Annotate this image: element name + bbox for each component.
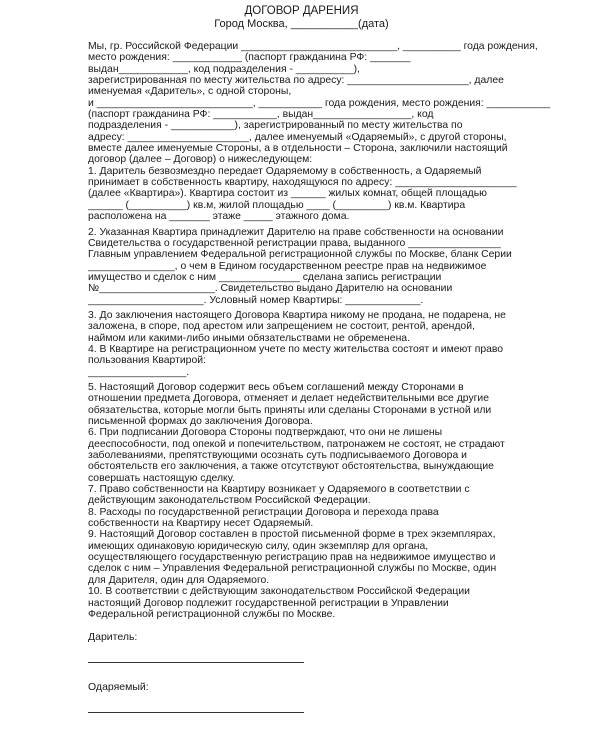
text-line: подразделения - ___________), зарегистрированный по месту жительства по bbox=[88, 120, 463, 132]
document-title: ДОГОВОР ДАРЕНИЯ bbox=[244, 5, 359, 17]
text-line: №____________________. Свидетельство выдано Дарителю на основании bbox=[88, 283, 453, 295]
text-line: (далее «Квартира»). Квартира состоит из ______ жилых комнат, общей площадью bbox=[88, 188, 487, 200]
text-line: настоящий Договор подлежит государственной регистрации в Управлении bbox=[88, 597, 449, 609]
text-line: вместе далее именуемые Стороны, а в отдельности – Сторона, заключили настоящий bbox=[88, 143, 508, 155]
text-line: ____________________. Условный номер Квартиры: _____________. bbox=[88, 294, 424, 306]
text-line: обстоятельств его заключения, а также отсутствуют обстоятельства, вынуждающие bbox=[88, 461, 494, 473]
text-line: заложена, в споре, под арестом или запрещением не состоит, рентой, арендой, bbox=[88, 321, 475, 333]
text-line: адресу: _____________________, далее именуемый «Одаряемый», с другой стороны, bbox=[88, 131, 507, 143]
text-line: 5. Настоящий Договор содержит весь объем соглашений между Сторонами в bbox=[88, 381, 464, 393]
text-line: собственности на Квартиру несет Одаряемый. bbox=[88, 518, 314, 530]
text-line: именуемая «Даритель», с одной стороны, bbox=[88, 86, 292, 98]
text-line: принимает в собственность квартиру, находящуюся по адресу: _____________________ bbox=[88, 177, 517, 189]
text-line: заболеваниями, препятствующими осознать суть подписываемого Договора и bbox=[88, 450, 467, 462]
text-line: имеющих одинаковую юридическую силу, один экземпляр для органа, bbox=[88, 540, 429, 552]
text-line: место рождения: ____________ (паспорт гражданина РФ: _______ bbox=[88, 52, 411, 64]
text-line: расположена на _______ этаже _____ этажного дома. bbox=[88, 211, 350, 223]
text-line: _______________, о чем в Едином государственном реестре прав на недвижимое bbox=[88, 260, 487, 272]
text-line: имущество и сделок с ним ______________ сделана запись регистрации bbox=[88, 271, 442, 283]
donee-signature-line bbox=[88, 712, 304, 713]
text-line: (паспорт гражданина РФ: ___________, выдан_________________, код bbox=[88, 109, 434, 121]
text-line: _________________. bbox=[88, 366, 190, 378]
text-line: действующим законодательством Российской Федерации. bbox=[88, 495, 371, 507]
city-date-line: Город Москва, ___________(дата) bbox=[214, 18, 389, 30]
text-line: обязательства, которые могли быть приняты или сделаны Сторонами в устной или bbox=[88, 404, 492, 416]
text-line: 3. До заключения настоящего Договора Квартира никому не продана, не подарена, не bbox=[88, 309, 506, 321]
text-line: 2. Указанная Квартира принадлежит Дарителю на праве собственности на основании bbox=[88, 226, 504, 238]
donor-signature-block bbox=[88, 631, 318, 663]
text-line: договор (далее – Договор) о нижеследующем: bbox=[88, 154, 313, 166]
text-line: наймом или какими-либо иными обязательствами не обременена. bbox=[88, 332, 410, 344]
text-line: 6. При подписании Договора Стороны подтверждают, что они не лишены bbox=[88, 427, 443, 439]
text-line: выдан____________, код подразделения - __________), bbox=[88, 63, 360, 75]
contract-body bbox=[88, 41, 598, 620]
text-line: 7. Право собственности на Квартиру возникает у Одаряемого в соответствии с bbox=[88, 484, 470, 496]
text-line: 1. Даритель безвозмездно передает Одаряемому в собственность, а Одаряемый bbox=[88, 165, 482, 177]
text-line: 10. В соответствии с действующим законодательством Российской Федерации bbox=[88, 586, 470, 598]
text-line: осуществляющего государственную регистрацию прав на недвижимое имущество и bbox=[88, 552, 496, 564]
text-line: Федеральной регистрационной службы по Москве. bbox=[88, 608, 336, 620]
text-line: сделок с ним – Управления Федеральной регистрационной службы по Москве, один bbox=[88, 563, 497, 575]
text-line: отношении предмета Договора, отменяет и делает недействительными все другие bbox=[88, 393, 490, 405]
text-line: 4. В Квартире на регистрационном учете по месту жительства состоят и имеют право bbox=[88, 343, 504, 355]
text-line: 8. Расходы по государственной регистрации Договора и перехода права bbox=[88, 506, 439, 518]
text-line: Мы, гр. Российской Федерации ___________________________, __________ года рождения, bbox=[88, 41, 538, 52]
donee-signature-block bbox=[88, 681, 318, 713]
text-line: 9. Настоящий Договор составлен в простой письменной форме в трех экземплярах, bbox=[88, 529, 496, 541]
donor-label: Даритель: bbox=[88, 631, 138, 643]
text-line: Главным управлением Федеральной регистрационной службы по Москве, бланк Серии bbox=[88, 249, 512, 261]
text-line: для Дарителя, один для Одаряемого. bbox=[88, 574, 270, 586]
text-line: письменной формах до заключения Договора. bbox=[88, 416, 313, 427]
text-line: зарегистрированная по месту жительства по адресу: _____________________, далее bbox=[88, 75, 504, 87]
text-line: пользования Квартирой: bbox=[88, 355, 206, 367]
donor-signature-line bbox=[88, 662, 304, 663]
text-line: совершать настоящую сделку. bbox=[88, 472, 235, 484]
text-line: и ___________________________, ___________ года рождения, место рождения: ___________ bbox=[88, 97, 551, 109]
text-line: дееспособности, под опекой и попечительством, патронажем не состоят, не страдают bbox=[88, 438, 505, 450]
text-line: ______ (__________) кв.м, жилой площадью ____ (_________) кв.м. Квартира bbox=[88, 199, 466, 211]
text-line: Свидетельства о государственной регистрации права, выданного ________________ bbox=[88, 237, 501, 249]
donee-label: Одаряемый: bbox=[88, 681, 149, 693]
